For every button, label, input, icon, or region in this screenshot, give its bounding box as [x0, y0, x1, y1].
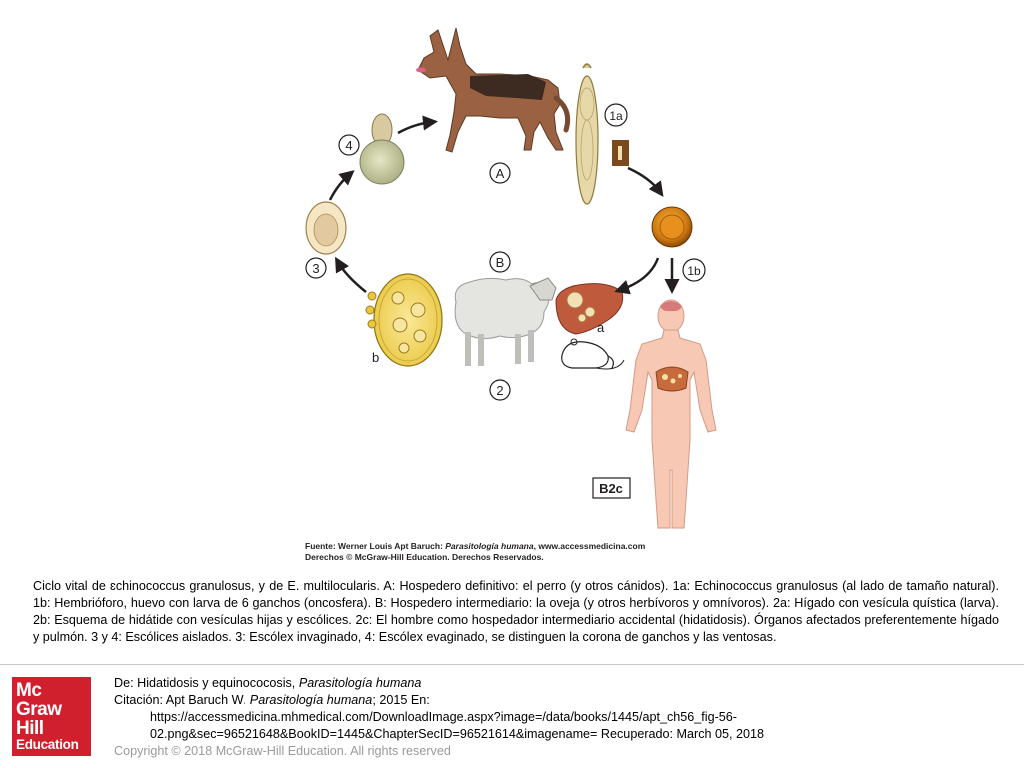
- svg-text:A: A: [495, 166, 505, 181]
- label-A: [490, 163, 510, 183]
- svg-text:1b: 1b: [687, 264, 701, 278]
- svg-text:B: B: [495, 255, 505, 270]
- label-1a: [605, 104, 627, 126]
- human-illustration: [626, 300, 716, 528]
- dog-illustration: [416, 28, 568, 152]
- svg-text:1a: 1a: [609, 109, 623, 123]
- label-b: b: [372, 350, 380, 365]
- figure-caption: Ciclo vital de ɛchinococcus granulosus, y de E. multilocularis. A: Hospedero definitivo: el perro (y otros cánidos). 1a: Echinococcus granulosus (al lado de tamaño natural). 1b: Hembrióforo, huevo con larva de 6 ganchos (oncosfera). B: Hospedero intermediario: la oveja (y otros herbívoros y omnívoros). 2a: Hígado con vesícula quística (larva). 2b: Esquema de hidátide con vesículas hijas y escólices. 2c: El hombre como hospedador intermediario accidental (hidatidosis). Órganos afectados preferentemente hígado y pulmón. 3 y 4: Escólices aislados. 3: Escólex invaginado, 4: Escólex evaginado, se distinguen la corona de ganchos y las ventosas.: [33, 579, 999, 644]
- logo-line-4: Education: [16, 737, 79, 752]
- label-a: a: [597, 320, 605, 335]
- label-2: [490, 380, 510, 400]
- svg-text:4: 4: [345, 138, 353, 153]
- label-B2c: [593, 478, 630, 498]
- label-3: [306, 258, 326, 278]
- label-4: [339, 135, 359, 155]
- citation-url-line-1: https://accessmedicina.mhmedical.com/DownloadImage.aspx?image=/data/books/1445/apt_ch56_fig-56-: [150, 710, 737, 724]
- liver-illustration: [556, 284, 623, 334]
- source-book-title: Parasitología humana: [445, 541, 534, 551]
- footer-divider: [0, 664, 1024, 665]
- logo-line-2: Graw: [16, 699, 62, 720]
- svg-text:3: 3: [312, 261, 320, 276]
- label-1b: [683, 259, 705, 281]
- mcgraw-hill-logo: [12, 677, 91, 756]
- source-prefix: Fuente: Werner Louis Apt Baruch:: [305, 541, 446, 551]
- source-suffix: , www.accessmedicina.com: [533, 541, 646, 551]
- mouse-illustration: [562, 339, 624, 369]
- citation-line: Citación: Apt Baruch W. Parasitología humana; 2015 En:: [114, 693, 430, 707]
- from-line: De: Hidatidosis y equinococosis, Parasitología humana: [114, 676, 422, 690]
- egg-illustration: [652, 207, 692, 247]
- citation-block: [114, 675, 1014, 760]
- citation-url-line-2: 02.png&sec=96521648&BookID=1445&ChapterSecID=96521614&imagename= Recuperado: March 05, 2018: [150, 727, 765, 741]
- label-B: [490, 252, 510, 272]
- source-rights: Derechos © McGraw-Hill Education. Derechos Reservados.: [305, 552, 544, 562]
- figure-source-credit: [305, 541, 725, 563]
- svg-text:B2c: B2c: [599, 481, 623, 496]
- logo-line-1: Mc: [16, 680, 42, 701]
- sheep-illustration: [455, 278, 556, 366]
- adult-worm-illustration: [576, 64, 629, 204]
- evaginated-scolex-illustration: [360, 114, 404, 184]
- invaginated-scolex-illustration: [306, 202, 346, 254]
- svg-text:2: 2: [496, 383, 504, 398]
- logo-line-3: Hill: [16, 718, 44, 739]
- copyright-notice: Copyright © 2018 McGraw-Hill Education. All rights reserved: [114, 744, 451, 758]
